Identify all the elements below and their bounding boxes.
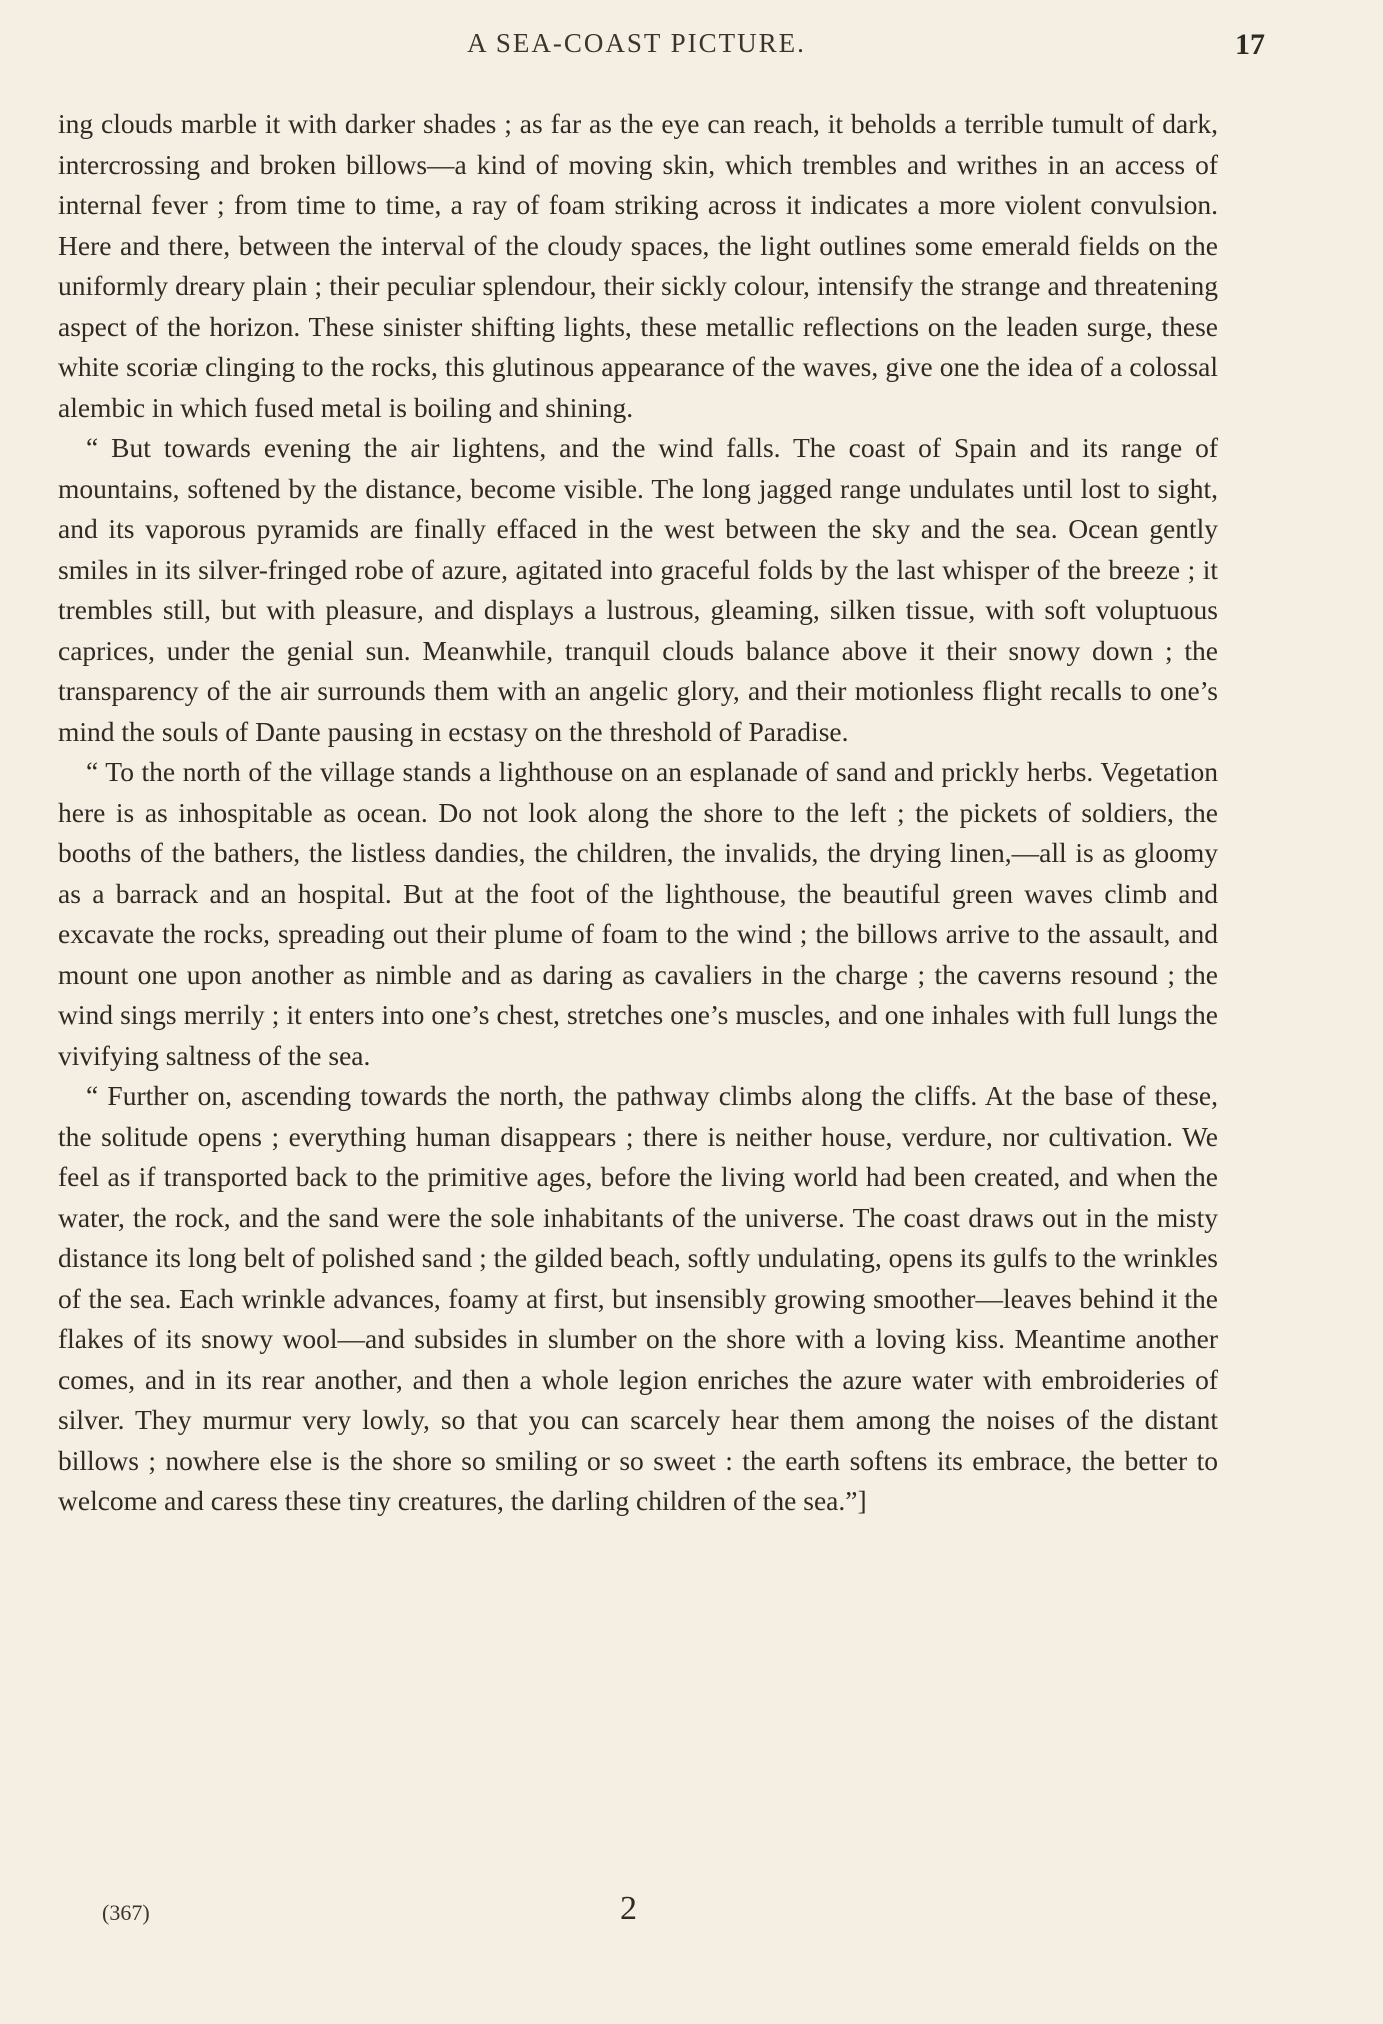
paragraph-evening: “ But towards evening the air lightens, and the wind falls. The coast of Spain and its range of mountains, softened by the distance, become visible. The long jagged range undulates until lost to sight, and its vaporous pyramids are finally effaced in the west between the sky and the sea. Ocean gently smiles in its silver-fringed robe of azure, agitated into graceful folds by the last whisper of the breeze ; it trembles still, but with pleasure, and displays a lustrous, gleaming, silken tissue, with soft voluptuous caprices, under the genial sun. Meanwhile, tranquil clouds balance above it their snowy down ; the transparency of the air surrounds them with an angelic glory, and their motionless flight recalls to one’s mind the souls of Dante pausing in ecstasy on the threshold of Paradise.: [58, 432, 1218, 747]
page-number: 17: [1235, 28, 1265, 61]
page-footer: [102, 1890, 702, 1940]
print-mark: (367): [102, 1900, 150, 1925]
signature-mark: 2: [620, 1890, 637, 1927]
paragraph-continued: ing clouds marble it with darker shades ; as far as the eye can reach, it beholds a terrible tumult of dark, intercrossing and broken billows—a kind of moving skin, which trembles and writhes in an access of internal fever ; from time to time, a ray of foam striking across it indicates a more violent convulsion. Here and there, between the interval of the cloudy spaces, the light outlines some emerald fields on the uniformly dreary plain ; their peculiar splendour, their sickly colour, intensify the strange and threatening aspect of the horizon. These sinister shifting lights, these metallic reflections on the leaden surge, these white scoriæ clinging to the rocks, this glutinous appearance of the waves, give one the idea of a colossal alembic in which fused metal is boiling and shining.: [58, 108, 1218, 423]
running-title: A SEA-COAST PICTURE.: [467, 28, 806, 58]
paragraph-lighthouse: “ To the north of the village stands a lighthouse on an esplanade of sand and prickly herbs. Vegetation here is as inhospitable as ocean. Do not look along the shore to the left ; the pickets of soldiers, the booths of the bathers, the listless dandies, the children, the invalids, the drying linen,—all is as gloomy as a barrack and an hospital. But at the foot of the lighthouse, the beautiful green waves climb and excavate the rocks, spreading out their plume of foam to the wind ; the billows arrive to the assault, and mount one upon another as nimble and as daring as cavaliers in the charge ; the caverns resound ; the wind sings merrily ; it enters into one’s chest, stretches one’s muscles, and one inhales with full lungs the vivifying saltness of the sea.: [58, 756, 1218, 1071]
running-head: [60, 22, 1265, 66]
body-text: [58, 104, 1218, 1522]
paragraph-cliffs: “ Further on, ascending towards the north, the pathway climbs along the cliffs. At the base of these, the solitude opens ; everything human disappears ; there is neither house, verdure, nor cultivation. We feel as if transported back to the primitive ages, before the living world had been created, and when the water, the rock, and the sand were the sole inhabitants of the universe. The coast draws out in the misty distance its long belt of polished sand ; the gilded beach, softly undulating, opens its gulfs to the wrinkles of the sea. Each wrinkle advances, foamy at first, but insensibly growing smoother—leaves behind it the flakes of its snowy wool—and subsides in slumber on the shore with a loving kiss. Meantime another comes, and in its rear another, and then a whole legion enriches the azure water with embroideries of silver. They murmur very lowly, so that you can scarcely hear them among the noises of the distant billows ; nowhere else is the shore so smiling or so sweet : the earth softens its embrace, the better to welcome and caress these tiny creatures, the darling children of the sea.”]: [58, 1080, 1218, 1516]
